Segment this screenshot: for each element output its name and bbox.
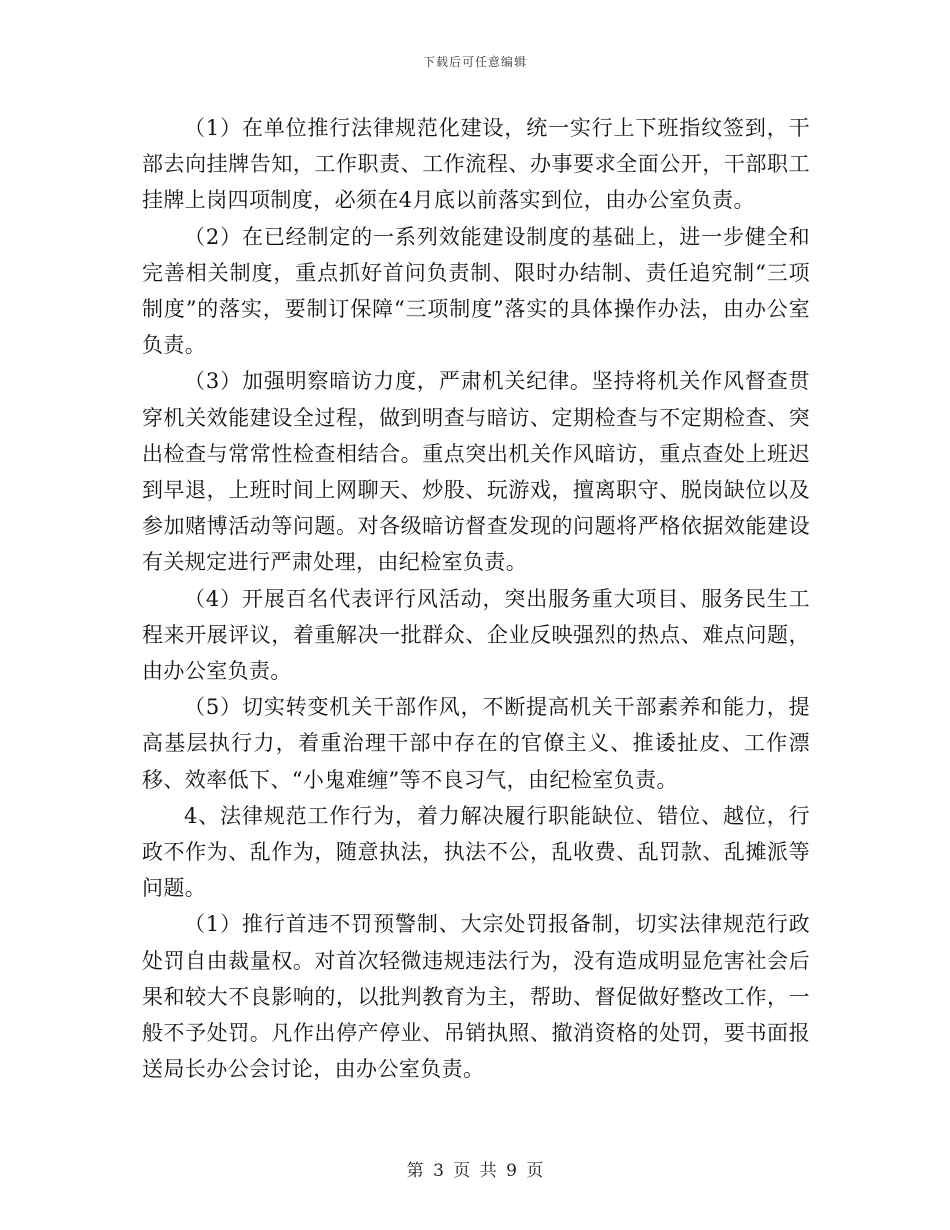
- paragraph-5: （5）切实转变机关干部作风，不断提高机关干部素养和能力，提高基层执行力，着重治理干部中存在的官僚主义、推诿扯皮、工作漂移、效率低下、“小鬼难缠”等不良习气，由纪检室负责。: [142, 695, 810, 792]
- paragraph-1: （1）在单位推行法律规范化建设，统一实行上下班指纹签到，干部去向挂牌告知，工作职责、工作流程、办事要求全面公开，干部职工挂牌上岗四项制度，必须在4月底以前落实到位，由办公室负责。: [142, 116, 810, 213]
- paragraph-2: （2）在已经制定的一系列效能建设制度的基础上，进一步健全和完善相关制度，重点抓好首问负责制、限时办结制、责任追究制“三项制度”的落实，要制订保障“三项制度”落实的具体操作办法，由办公室负责。: [142, 224, 810, 358]
- document-body: [142, 110, 810, 1087]
- paragraph-3: （3）加强明察暗访力度，严肃机关纪律。坚持将机关作风督查贯穿机关效能建设全过程，做到明查与暗访、定期检查与不定期检查、突出检查与常常性检查相结合。重点突出机关作风暗访，重点查处上班迟到早退，上班时间上网聊天、炒股、玩游戏，擅离职守、脱岗缺位以及参加赌博活动等问题。对各级暗访督查发现的问题将严格依据效能建设有关规定进行严肃处理，由纪检室负责。: [142, 369, 810, 575]
- paragraph-4: （4）开展百名代表评行风活动，突出服务重大项目、服务民生工程来开展评议，着重解决一批群众、企业反映强烈的热点、难点问题，由办公室负责。: [142, 586, 810, 684]
- paragraph-section-4: 4、法律规范工作行为，着力解决履行职能缺位、错位、越位，行政不作为、乱作为，随意执法，执法不公，乱收费、乱罚款、乱摊派等问题。: [142, 803, 810, 901]
- page-header: 下载后可任意编辑: [422, 55, 527, 69]
- page-number: 第 3 页 共 9 页: [406, 1161, 544, 1181]
- paragraph-6: （1）推行首违不罚预警制、大宗处罚报备制，切实法律规范行政处罚自由裁量权。对首次轻微违规违法行为，没有造成明显危害社会后果和较大不良影响的，以批判教育为主，帮助、督促做好整改工作，一般不予处罚。凡作出停产停业、吊销执照、撤消资格的处罚，要书面报送局长办公会讨论，由办公室负责。: [142, 912, 810, 1082]
